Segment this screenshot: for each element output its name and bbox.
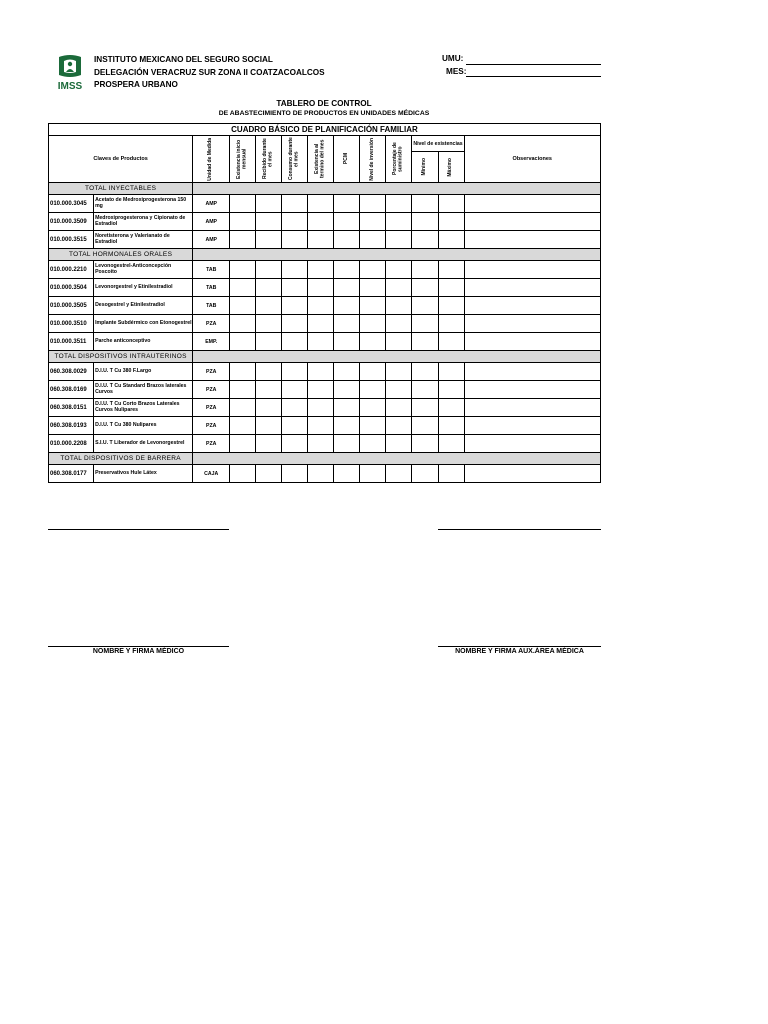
institution-header: [94, 54, 325, 92]
entry-cell[interactable]: [464, 231, 600, 249]
entry-cell[interactable]: [308, 435, 334, 453]
entry-cell[interactable]: [282, 315, 308, 333]
entry-cell[interactable]: [230, 297, 256, 315]
entry-cell[interactable]: [230, 231, 256, 249]
entry-cell[interactable]: [412, 417, 438, 435]
entry-cell[interactable]: [308, 333, 334, 351]
product-code: 060.308.0193: [49, 417, 94, 435]
table-row: [49, 417, 601, 435]
table-row: [49, 195, 601, 213]
entry-cell[interactable]: [412, 279, 438, 297]
table-row: [49, 213, 601, 231]
entry-cell[interactable]: [386, 195, 412, 213]
product-code: 060.308.0029: [49, 363, 94, 381]
product-code: 010.000.3509: [49, 213, 94, 231]
entry-cell[interactable]: [412, 363, 438, 381]
section-fill: [193, 183, 601, 195]
product-unit: AMP: [193, 213, 230, 231]
entry-cell[interactable]: [308, 381, 334, 399]
product-description: D.I.U. T Cu 380 F.Largo: [94, 363, 193, 381]
table-caption: CUADRO BÁSICO DE PLANIFICACIÓN FAMILIAR: [49, 124, 601, 136]
header-nivel-inversion: Nivel de inversión: [369, 137, 376, 181]
section-header: [49, 453, 601, 465]
section-header: [49, 249, 601, 261]
product-code: 060.308.0177: [49, 465, 94, 483]
entry-cell[interactable]: [334, 261, 360, 279]
section-title: TOTAL INYECTABLES: [49, 183, 193, 195]
signature-line-medico[interactable]: [48, 646, 229, 647]
product-description: Parche anticonceptivo: [94, 333, 193, 351]
product-description: Acetato de Medroxiprogesterona 150 mg: [94, 195, 193, 213]
entry-cell[interactable]: [360, 435, 386, 453]
entry-cell[interactable]: [386, 231, 412, 249]
product-code: 010.000.3511: [49, 333, 94, 351]
entry-cell[interactable]: [308, 399, 334, 417]
logo-text: IMSS: [57, 81, 83, 91]
entry-cell[interactable]: [360, 381, 386, 399]
entry-cell[interactable]: [412, 261, 438, 279]
product-unit: TAB: [193, 279, 230, 297]
entry-cell[interactable]: [230, 333, 256, 351]
supply-control-table: [48, 123, 601, 483]
entry-cell[interactable]: [230, 315, 256, 333]
entry-cell[interactable]: [334, 195, 360, 213]
entry-cell[interactable]: [360, 399, 386, 417]
entry-cell[interactable]: [386, 297, 412, 315]
entry-cell[interactable]: [438, 333, 464, 351]
entry-cell[interactable]: [256, 315, 282, 333]
entry-cell[interactable]: [256, 297, 282, 315]
entry-cell[interactable]: [438, 231, 464, 249]
entry-cell[interactable]: [386, 465, 412, 483]
product-description: Preservativos Hule Látex: [94, 465, 193, 483]
product-description: Levonorgestrel y Etinilestradiol: [94, 279, 193, 297]
entry-cell[interactable]: [360, 279, 386, 297]
section-title: TOTAL DISPOSITIVOS INTRAUTERINOS: [49, 351, 193, 363]
entry-cell[interactable]: [360, 297, 386, 315]
section-title: TOTAL HORMONALES ORALES: [49, 249, 193, 261]
entry-cell[interactable]: [438, 297, 464, 315]
entry-cell[interactable]: [282, 213, 308, 231]
entry-cell[interactable]: [282, 231, 308, 249]
entry-cell[interactable]: [334, 333, 360, 351]
product-description: Medroxiprogesterona y Cipionato de Estradiol: [94, 213, 193, 231]
entry-cell[interactable]: [308, 417, 334, 435]
entry-cell[interactable]: [282, 333, 308, 351]
entry-cell[interactable]: [256, 231, 282, 249]
entry-cell[interactable]: [386, 213, 412, 231]
entry-cell[interactable]: [386, 261, 412, 279]
entry-cell[interactable]: [464, 315, 600, 333]
entry-cell[interactable]: [464, 399, 600, 417]
entry-cell[interactable]: [230, 417, 256, 435]
product-code: 010.000.2208: [49, 435, 94, 453]
product-description: D.I.U. T Cu Corto Brazos Laterales Curvos Nulipares: [94, 399, 193, 417]
signature-line-left-top: [48, 529, 229, 530]
document-title: TABLERO DE CONTROL: [276, 99, 372, 108]
entry-cell[interactable]: [282, 297, 308, 315]
section-header: [49, 351, 601, 363]
entry-cell[interactable]: [334, 297, 360, 315]
entry-cell[interactable]: [230, 279, 256, 297]
header-pcm: PCM: [343, 153, 350, 165]
entry-cell[interactable]: [464, 297, 600, 315]
section-fill: [193, 249, 601, 261]
entry-cell[interactable]: [334, 363, 360, 381]
entry-cell[interactable]: [334, 417, 360, 435]
entry-cell[interactable]: [360, 363, 386, 381]
entry-cell[interactable]: [360, 333, 386, 351]
table-row: [49, 399, 601, 417]
product-code: 010.000.3515: [49, 231, 94, 249]
product-description: Levonogestrel-Anticoncepción Poscoito: [94, 261, 193, 279]
table-row: [49, 381, 601, 399]
entry-cell[interactable]: [334, 399, 360, 417]
entry-cell[interactable]: [230, 381, 256, 399]
entry-cell[interactable]: [412, 381, 438, 399]
entry-cell[interactable]: [412, 195, 438, 213]
signature-label-medico: NOMBRE Y FIRMA MÉDICO: [92, 648, 185, 655]
header-existencia-inicio: Existencia inicio mensual: [236, 139, 248, 179]
header-observaciones: Observaciones: [464, 136, 600, 183]
entry-cell[interactable]: [438, 261, 464, 279]
table-row: [49, 315, 601, 333]
product-description: Noretisterona y Valerianato de Estradiol: [94, 231, 193, 249]
entry-cell[interactable]: [412, 333, 438, 351]
umu-field[interactable]: [466, 64, 601, 65]
entry-cell[interactable]: [412, 399, 438, 417]
entry-cell[interactable]: [464, 381, 600, 399]
entry-cell[interactable]: [308, 261, 334, 279]
product-code: 010.000.3504: [49, 279, 94, 297]
entry-cell[interactable]: [438, 195, 464, 213]
entry-cell[interactable]: [334, 279, 360, 297]
entry-cell[interactable]: [230, 399, 256, 417]
entry-cell[interactable]: [230, 465, 256, 483]
entry-cell[interactable]: [386, 435, 412, 453]
entry-cell[interactable]: [282, 279, 308, 297]
product-code: 010.000.2210: [49, 261, 94, 279]
entry-cell[interactable]: [412, 297, 438, 315]
product-description: Implante Subdérmico con Etonogestrel: [94, 315, 193, 333]
product-description: D.I.U. T Cu 380 Nulipares: [94, 417, 193, 435]
entry-cell[interactable]: [438, 381, 464, 399]
entry-cell[interactable]: [308, 315, 334, 333]
section-fill: [193, 351, 601, 363]
entry-cell[interactable]: [282, 435, 308, 453]
entry-cell[interactable]: [230, 435, 256, 453]
entry-cell[interactable]: [308, 465, 334, 483]
header-nivel-existencias: Nivel de existencias: [412, 136, 464, 152]
imss-logo: [55, 55, 85, 91]
entry-cell[interactable]: [464, 279, 600, 297]
entry-cell[interactable]: [412, 465, 438, 483]
entry-cell[interactable]: [230, 195, 256, 213]
entry-cell[interactable]: [308, 279, 334, 297]
entry-cell[interactable]: [256, 399, 282, 417]
entry-cell[interactable]: [386, 333, 412, 351]
entry-cell[interactable]: [334, 465, 360, 483]
institution-name: INSTITUTO MEXICANO DEL SEGURO SOCIAL: [94, 55, 273, 64]
entry-cell[interactable]: [256, 279, 282, 297]
entry-cell[interactable]: [256, 363, 282, 381]
entry-cell[interactable]: [256, 195, 282, 213]
entry-cell[interactable]: [438, 213, 464, 231]
entry-cell[interactable]: [308, 297, 334, 315]
product-unit: PZA: [193, 381, 230, 399]
entry-cell[interactable]: [256, 381, 282, 399]
entry-cell[interactable]: [464, 435, 600, 453]
product-unit: PZA: [193, 435, 230, 453]
entry-cell[interactable]: [282, 363, 308, 381]
entry-cell[interactable]: [464, 213, 600, 231]
entry-cell[interactable]: [308, 213, 334, 231]
signature-label-aux: NOMBRE Y FIRMA AUX.ÁREA MÉDICA: [455, 648, 584, 655]
signature-line-aux[interactable]: [438, 646, 601, 647]
entry-cell[interactable]: [334, 381, 360, 399]
product-description: D.I.U. T Cu Standard Brazos laterales Curvos: [94, 381, 193, 399]
header-porcentaje: Porcentaje de suministro: [392, 142, 404, 176]
entry-cell[interactable]: [282, 417, 308, 435]
section-header: [49, 183, 601, 195]
entry-cell[interactable]: [438, 363, 464, 381]
entry-cell[interactable]: [334, 213, 360, 231]
entry-cell[interactable]: [334, 315, 360, 333]
table-row: [49, 435, 601, 453]
section-title: TOTAL DISPOSITIVOS DE BARRERA: [49, 453, 193, 465]
entry-cell[interactable]: [438, 315, 464, 333]
entry-cell[interactable]: [256, 261, 282, 279]
entry-cell[interactable]: [256, 333, 282, 351]
entry-cell[interactable]: [438, 417, 464, 435]
product-unit: TAB: [193, 261, 230, 279]
product-code: 010.000.3510: [49, 315, 94, 333]
entry-cell[interactable]: [464, 465, 600, 483]
entry-cell[interactable]: [256, 465, 282, 483]
delegation-name: DELEGACIÓN VERACRUZ SUR ZONA II COATZACOALCOS: [94, 67, 325, 77]
entry-cell[interactable]: [282, 381, 308, 399]
product-unit: AMP: [193, 195, 230, 213]
product-code: 010.000.3505: [49, 297, 94, 315]
entry-cell[interactable]: [256, 213, 282, 231]
entry-cell[interactable]: [464, 417, 600, 435]
header-consumo: Consumo durante el mes: [288, 137, 300, 181]
product-unit: PZA: [193, 363, 230, 381]
entry-cell[interactable]: [386, 417, 412, 435]
entry-cell[interactable]: [386, 315, 412, 333]
entry-cell[interactable]: [438, 279, 464, 297]
entry-cell[interactable]: [230, 363, 256, 381]
product-unit: PZA: [193, 417, 230, 435]
entry-cell[interactable]: [308, 363, 334, 381]
entry-cell[interactable]: [282, 261, 308, 279]
product-code: 010.000.3045: [49, 195, 94, 213]
entry-cell[interactable]: [386, 279, 412, 297]
signature-line-right-top: [438, 529, 601, 530]
entry-cell[interactable]: [256, 435, 282, 453]
header-unidad: Unidad de Medida: [207, 137, 214, 181]
document-subtitle: DE ABASTECIMIENTO DE PRODUCTOS EN UNIDADES MÉDICAS: [218, 110, 430, 117]
product-code: 060.308.0151: [49, 399, 94, 417]
header-existencia-termino: Existencia al termino del mes: [314, 139, 326, 179]
table-row: [49, 363, 601, 381]
entry-cell[interactable]: [334, 435, 360, 453]
entry-cell[interactable]: [386, 399, 412, 417]
product-unit: AMP: [193, 231, 230, 249]
entry-cell[interactable]: [360, 417, 386, 435]
header-claves: Claves de Productos: [49, 136, 193, 183]
entry-cell[interactable]: [256, 417, 282, 435]
table-row: [49, 333, 601, 351]
table-row: [49, 261, 601, 279]
table-row: [49, 465, 601, 483]
entry-cell[interactable]: [360, 465, 386, 483]
entry-cell[interactable]: [438, 465, 464, 483]
product-unit: CAJA: [193, 465, 230, 483]
entry-cell[interactable]: [230, 261, 256, 279]
umu-label: UMU:: [442, 54, 464, 63]
header-maximo: Máximo: [447, 157, 454, 177]
program-name: PROSPERA URBANO: [94, 80, 178, 89]
entry-cell[interactable]: [438, 435, 464, 453]
entry-cell[interactable]: [360, 315, 386, 333]
entry-cell[interactable]: [282, 399, 308, 417]
section-fill: [193, 453, 601, 465]
product-unit: PZA: [193, 315, 230, 333]
entry-cell[interactable]: [334, 231, 360, 249]
entry-cell[interactable]: [464, 333, 600, 351]
entry-cell[interactable]: [282, 465, 308, 483]
entry-cell[interactable]: [438, 399, 464, 417]
entry-cell[interactable]: [412, 315, 438, 333]
product-unit: TAB: [193, 297, 230, 315]
entry-cell[interactable]: [308, 195, 334, 213]
product-unit: EMP.: [193, 333, 230, 351]
entry-cell[interactable]: [282, 195, 308, 213]
table-row: [49, 231, 601, 249]
product-unit: PZA: [193, 399, 230, 417]
entry-cell[interactable]: [464, 261, 600, 279]
entry-cell[interactable]: [386, 363, 412, 381]
entry-cell[interactable]: [464, 195, 600, 213]
entry-cell[interactable]: [360, 231, 386, 249]
mes-field[interactable]: [466, 76, 601, 77]
entry-cell[interactable]: [360, 195, 386, 213]
entry-cell[interactable]: [412, 435, 438, 453]
header-minimo: Mínimo: [421, 158, 428, 176]
entry-cell[interactable]: [412, 213, 438, 231]
header-recibido: Recibido durante el mes: [262, 138, 274, 180]
entry-cell[interactable]: [386, 381, 412, 399]
product-description: Desogestrel y Etinilestradiol: [94, 297, 193, 315]
product-code: 060.308.0169: [49, 381, 94, 399]
entry-cell[interactable]: [230, 213, 256, 231]
product-description: S.I.U. T Liberador de Levonorgestrel: [94, 435, 193, 453]
mes-label: MES:: [446, 67, 467, 76]
entry-cell[interactable]: [464, 363, 600, 381]
entry-cell[interactable]: [308, 231, 334, 249]
table-row: [49, 279, 601, 297]
entry-cell[interactable]: [360, 261, 386, 279]
entry-cell[interactable]: [412, 231, 438, 249]
table-row: [49, 297, 601, 315]
entry-cell[interactable]: [360, 213, 386, 231]
